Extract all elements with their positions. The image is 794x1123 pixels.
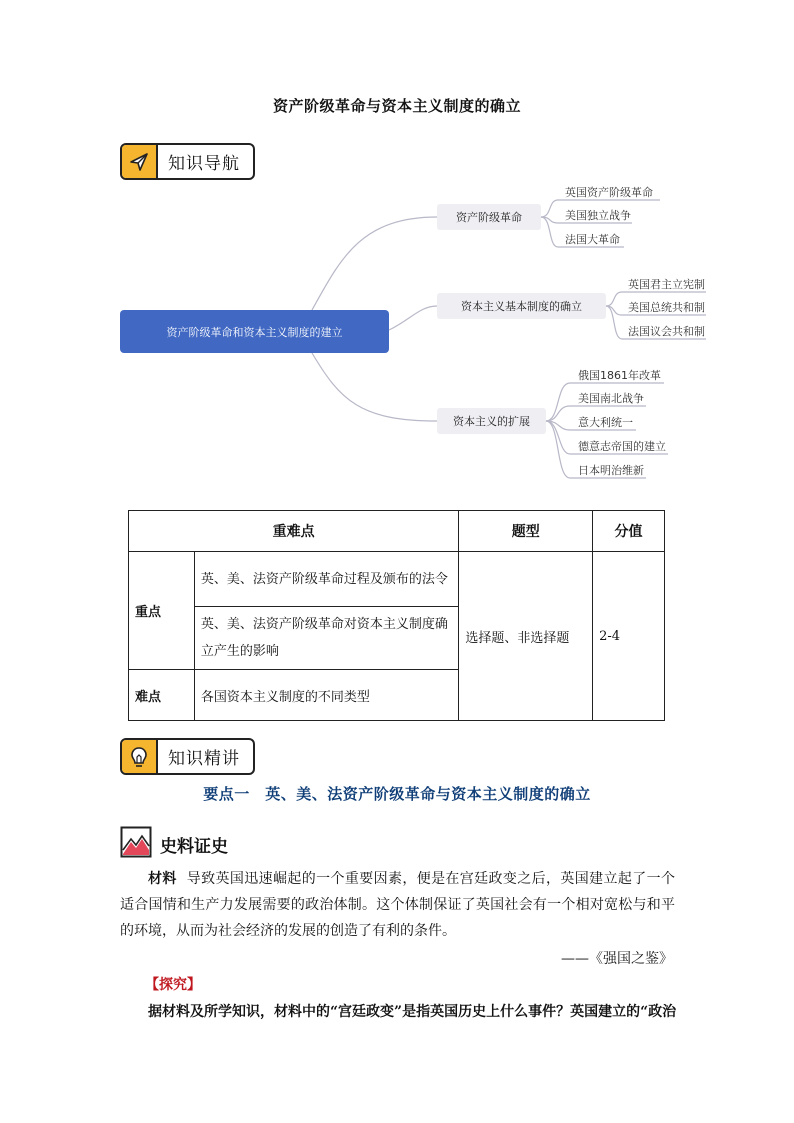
key-label: 重点	[129, 552, 195, 670]
mindmap-leaf: 美国总统共和制	[628, 301, 705, 314]
material-paragraph	[120, 866, 675, 944]
knowledge-lecture-label: 知识精讲	[168, 749, 240, 769]
key-item: 英、美、法资产阶级革命对资本主义制度确立产生的影响	[194, 607, 458, 670]
mindmap-branch-expansion: 资本主义的扩展	[437, 408, 546, 434]
material-text: 导致英国迅速崛起的一个重要因素，便是在宫廷政变之后，英国建立起了一个适合国情和生产力发展需要的政治体制。这个体制保证了英国社会有一个相对宽松与和平的环境，从而为社会经济的发展的创造了有利的条件。	[120, 871, 676, 939]
section-heading: 要点一 英、美、法资产阶级革命与资本主义制度的确立	[203, 785, 591, 803]
knowledge-lecture-banner	[120, 738, 255, 775]
difficulty-label: 难点	[129, 670, 195, 721]
header-score: 分值	[593, 511, 665, 552]
mindmap-leaf: 法国议会共和制	[628, 325, 705, 338]
keypoints-table	[128, 510, 665, 721]
mindmap-leaf: 德意志帝国的建立	[578, 440, 666, 453]
header-type: 题型	[459, 511, 593, 552]
explore-question: 据材料及所学知识，材料中的“宫廷政变”是指英国历史上什么事件？英国建立的“政治	[148, 1004, 677, 1020]
mindmap-leaf: 英国资产阶级革命	[565, 186, 653, 199]
header-keypoint: 重难点	[129, 511, 459, 552]
mindmap-root-node: 资产阶级革命和资本主义制度的建立	[120, 310, 389, 353]
key-item: 英、美、法资产阶级革命过程及颁布的法令	[194, 552, 458, 607]
score-value: 2-4	[593, 552, 665, 721]
page-title: 资产阶级革命与资本主义制度的确立	[272, 97, 521, 115]
mindmap-leaf: 日本明治维新	[578, 464, 644, 477]
difficulty-item: 各国资本主义制度的不同类型	[194, 670, 458, 721]
material-label: 材料	[148, 871, 177, 887]
mindmap-leaf: 意大利统一	[578, 416, 633, 429]
mindmap-leaf: 美国独立战争	[565, 209, 631, 222]
knowledge-nav-label: 知识导航	[168, 154, 240, 174]
mindmap-leaf: 俄国1861年改革	[578, 369, 661, 382]
citation: ——《强国之鉴》	[561, 951, 673, 967]
source-title: 史料证史	[160, 837, 228, 857]
explore-label: 【探究】	[145, 977, 201, 993]
mindmap-branch-institutions: 资本主义基本制度的确立	[437, 293, 606, 319]
mindmap-connectors	[0, 0, 794, 500]
image-mountain-icon	[120, 826, 152, 858]
mindmap-branch-revolution: 资产阶级革命	[437, 204, 541, 230]
type-value: 选择题、非选择题	[459, 552, 593, 721]
mindmap-leaf: 英国君主立宪制	[628, 278, 705, 291]
mindmap-leaf: 法国大革命	[565, 233, 620, 246]
mindmap-leaf: 美国南北战争	[578, 392, 644, 405]
lightbulb-icon	[122, 740, 158, 773]
